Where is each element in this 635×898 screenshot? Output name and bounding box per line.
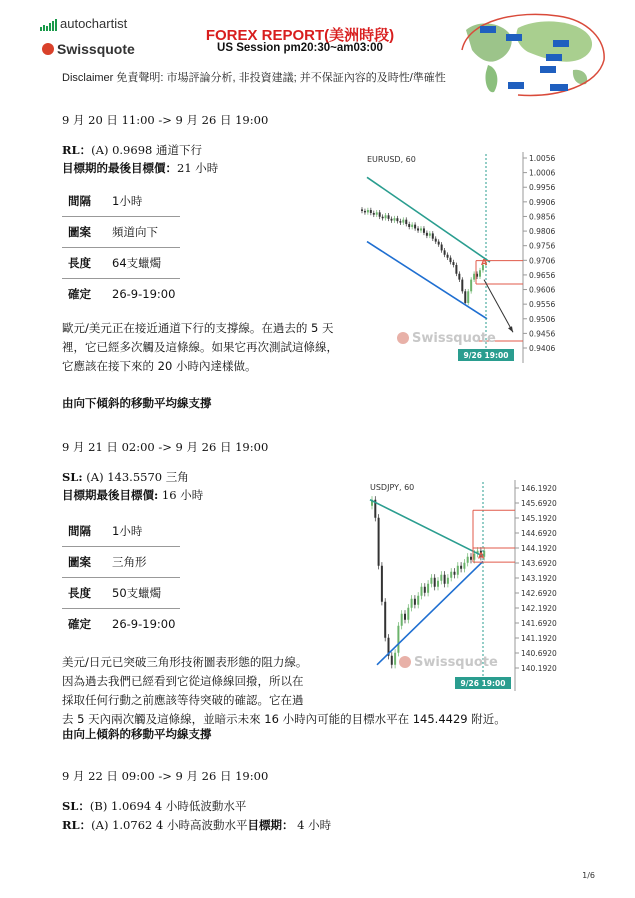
candle-body	[426, 233, 428, 236]
candle-body	[407, 608, 409, 620]
y-tick-label: 145.6920	[521, 499, 557, 508]
y-tick-label: 141.1920	[521, 634, 557, 643]
candle-body	[444, 250, 446, 254]
section1-level-text: (A) 0.9698 通道下行	[91, 143, 202, 157]
table-row	[62, 516, 180, 547]
y-tick-label: 141.6920	[521, 619, 557, 628]
info-key: 圖案	[62, 217, 106, 248]
candle-body	[408, 224, 410, 227]
table-row	[62, 609, 180, 640]
report-title: FOREX REPORT(美洲時段)	[205, 27, 395, 44]
candle-body	[423, 228, 425, 232]
section2-level	[62, 469, 189, 485]
candle-body	[452, 262, 454, 265]
y-tick-label: 0.9706	[529, 256, 556, 266]
section2-target	[62, 487, 203, 503]
section1-level-label: RL：	[62, 143, 92, 157]
section1-info-table	[62, 186, 180, 309]
candle-body	[367, 210, 369, 212]
candle-body	[441, 245, 443, 251]
section3-rl-text: (A) 1.0762 4 小時高波動水平	[91, 818, 248, 832]
y-tick-label: 0.9506	[529, 314, 556, 324]
pattern-marker: A	[478, 551, 485, 561]
candle-body	[440, 575, 442, 581]
candle-body	[376, 212, 378, 214]
world-map-graphic	[458, 10, 608, 100]
candle-body	[444, 575, 446, 584]
y-tick-label: 145.1920	[521, 514, 557, 523]
y-tick-label: 146.1920	[521, 484, 557, 493]
candle-body	[361, 209, 363, 210]
chart-title: EURUSD, 60	[367, 155, 416, 164]
y-tick-label: 0.9656	[529, 270, 556, 280]
page-number: 1/6	[582, 871, 595, 880]
section3-sl-text: (B) 1.0694 4 小時低波動水平	[89, 799, 247, 813]
candle-body	[391, 219, 393, 221]
report-subtitle: US Session pm20:30~am03:00	[217, 42, 383, 54]
watermark-text: Swissquote	[412, 331, 496, 346]
section3-rl-target-label: 目標期：	[247, 818, 294, 832]
candle-body	[397, 626, 399, 653]
candle-body	[414, 599, 416, 605]
section3-sl	[62, 798, 246, 814]
candle-body	[457, 566, 459, 575]
info-value: 50支蠟燭	[106, 578, 180, 609]
candle-body	[467, 557, 469, 563]
swissquote-brand: Swissquote	[57, 41, 135, 57]
info-value: 26-9-19:00	[112, 287, 176, 301]
info-key: 圖案	[62, 547, 106, 578]
candle-body	[411, 225, 413, 227]
candle-body	[393, 218, 395, 220]
y-tick-label: 140.1920	[521, 664, 557, 673]
section3-rl-label: RL：	[62, 818, 92, 832]
y-tick-label: 1.0006	[529, 168, 556, 178]
candle-body	[381, 566, 383, 602]
watermark-icon	[399, 656, 411, 668]
candle-body	[464, 291, 466, 303]
y-tick-label: 144.1920	[521, 544, 557, 553]
candle-body	[461, 280, 463, 292]
y-tick-label: 140.6920	[521, 649, 557, 658]
candle-body	[424, 587, 426, 593]
candle-body	[467, 291, 469, 303]
section2-info-table	[62, 516, 180, 639]
candle-body	[470, 557, 472, 560]
y-tick-label: 0.9756	[529, 241, 556, 251]
paragraph-line: 美元/日元已突破三角形技術圖表形態的阻力線。	[62, 655, 308, 669]
y-tick-label: 0.9456	[529, 329, 556, 339]
section2-level-label: SL:	[62, 470, 83, 484]
info-key: 間隔	[62, 186, 106, 217]
section1-target-text: 21 小時	[177, 161, 219, 175]
table-row	[62, 279, 180, 310]
table-row	[62, 186, 180, 217]
section2-level-text: (A) 143.5570 三角	[86, 470, 189, 484]
candle-body	[450, 572, 452, 578]
candle-body	[373, 213, 375, 215]
section2-support: 由向上傾斜的移動平均線支撐	[62, 727, 212, 741]
paragraph-line: 因為過去我們已經看到它從這條線回撥，所以在	[62, 674, 304, 688]
y-tick-label: 143.6920	[521, 559, 557, 568]
disclaimer: Disclaimer 免責聲明: 市場評論分析, 非投資建議; 并不保証內容的及時性/準確性	[62, 72, 446, 84]
usdjpy-chart	[365, 478, 570, 693]
y-tick-label: 1.0056	[529, 154, 556, 163]
info-key: 確定	[68, 287, 91, 301]
section1-date-range: 9 月 20 日 11:00 -> 9 月 26 日 19:00	[62, 113, 269, 127]
candle-body	[399, 221, 401, 222]
y-tick-label: 0.9406	[529, 344, 556, 353]
candle-body	[450, 258, 452, 262]
table-row	[62, 578, 180, 609]
candle-body	[378, 518, 380, 566]
section1-level	[62, 142, 202, 158]
candle-body	[429, 233, 431, 235]
section1-paragraph: 歐元/美元正在接近通道下行的支撐線。在過去的 5 天裡，它已經多次觸及這條線。如果它再次測試這條線，它應該在接下來的 20 小時內達樣做。	[62, 321, 338, 373]
info-value: 1小時	[106, 516, 180, 547]
info-key: 長度	[62, 248, 106, 279]
info-key: 長度	[62, 578, 106, 609]
eurusd-chart	[355, 150, 567, 365]
candle-body	[479, 270, 481, 276]
paragraph-line: 採取任何行動之前應該等待突破的確認。它在過	[62, 693, 304, 707]
swissquote-icon	[42, 43, 54, 55]
info-value: 64支蠟燭	[106, 248, 180, 279]
y-tick-label: 144.6920	[521, 529, 557, 538]
watermark-text: Swissquote	[414, 655, 498, 670]
candle-body	[458, 274, 460, 280]
paragraph-line: 去 5 天內兩次觸及這條線，並暗示未來 16 小時內可能的目標水平在 145.4429 附近。	[62, 712, 506, 726]
candle-body	[414, 225, 416, 229]
watermark-icon	[397, 332, 409, 344]
section1-support: 由向下傾斜的移動平均線支撐	[62, 396, 212, 410]
autochartist-brand: autochartist	[60, 16, 128, 31]
y-tick-label: 0.9806	[529, 227, 556, 237]
y-tick-label: 143.1920	[521, 574, 557, 583]
y-tick-label: 142.6920	[521, 589, 557, 598]
candle-body	[427, 584, 429, 593]
section1-target	[62, 160, 218, 176]
candle-body	[402, 220, 404, 223]
info-value: 三角形	[106, 547, 180, 578]
candle-body	[405, 220, 407, 224]
swissquote-logo	[42, 41, 135, 57]
section2-target-text: 16 小時	[161, 488, 204, 502]
date-badge-label: 9/26 19:00	[460, 679, 506, 688]
info-value: 26-9-19:00	[112, 617, 176, 631]
candle-body	[384, 602, 386, 638]
chart-title: USDJPY, 60	[370, 483, 415, 492]
y-tick-label: 0.9906	[529, 197, 556, 207]
candle-body	[455, 265, 457, 274]
candle-body	[454, 572, 456, 575]
autochartist-logo	[40, 16, 127, 31]
y-tick-label: 142.1920	[521, 604, 557, 613]
y-tick-label: 0.9856	[529, 212, 556, 222]
bar-chart-icon	[40, 16, 58, 31]
candle-body	[447, 578, 449, 584]
candle-body	[379, 212, 381, 216]
candle-body	[417, 596, 419, 605]
info-key: 間隔	[62, 516, 106, 547]
candle-body	[438, 242, 440, 245]
section3-date-range: 9 月 22 日 09:00 -> 9 月 26 日 19:00	[62, 769, 269, 783]
table-row	[62, 217, 180, 248]
candle-body	[473, 554, 475, 560]
section1-target-label: 目標期的最後目標價：	[62, 161, 177, 175]
section3-rl-target-text: 4 小時	[297, 818, 332, 832]
section3-rl	[62, 817, 331, 833]
candle-body	[394, 653, 396, 665]
candle-body	[404, 614, 406, 620]
candle-body	[391, 656, 393, 665]
candle-body	[430, 578, 432, 584]
candle-body	[420, 228, 422, 230]
section3-sl-label: SL：	[62, 799, 90, 813]
candle-body	[421, 587, 423, 596]
table-row	[62, 248, 180, 279]
candle-body	[447, 255, 449, 258]
section2-target-label: 目標期最後目標價:	[62, 488, 159, 502]
candle-body	[432, 233, 434, 238]
candle-body	[382, 217, 384, 218]
candle-body	[437, 581, 439, 587]
y-tick-label: 0.9556	[529, 300, 556, 310]
candle-body	[388, 215, 390, 219]
candle-body	[411, 599, 413, 608]
date-badge-label: 9/26 19:00	[463, 351, 509, 360]
candle-body	[396, 218, 398, 221]
y-tick-label: 0.9606	[529, 285, 556, 295]
candle-body	[417, 228, 419, 230]
info-value: 頻道向下	[106, 217, 180, 248]
section2-date-range: 9 月 21 日 02:00 -> 9 月 26 日 19:00	[62, 440, 269, 454]
pattern-marker: A	[481, 257, 488, 267]
info-key: 確定	[68, 617, 91, 631]
candle-body	[463, 563, 465, 569]
candle-body	[370, 210, 372, 213]
candle-body	[470, 280, 472, 292]
y-tick-label: 0.9956	[529, 183, 556, 193]
table-row	[62, 547, 180, 578]
candle-body	[401, 614, 403, 626]
candle-body	[473, 274, 475, 280]
info-value: 1小時	[106, 186, 180, 217]
candle-body	[385, 215, 387, 218]
candle-body	[434, 578, 436, 587]
candle-body	[364, 211, 366, 212]
candle-body	[435, 239, 437, 242]
candle-body	[460, 566, 462, 569]
